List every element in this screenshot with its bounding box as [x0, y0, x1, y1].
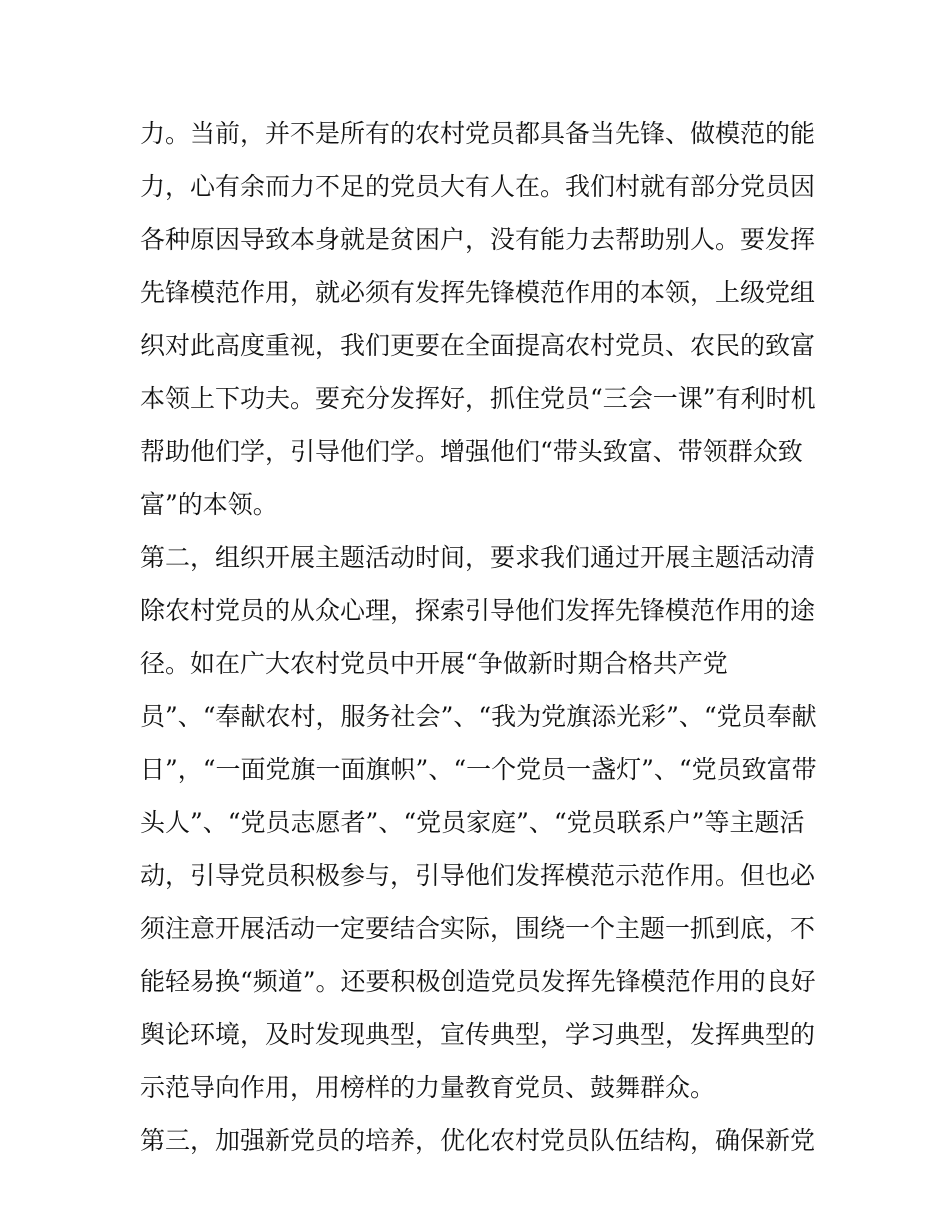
- text-line: 织对此高度重视，我们更要在全面提高农村党员、农民的致富: [140, 331, 816, 360]
- text-line: 富”的本领。: [140, 490, 278, 519]
- text-line: 动，引导党员积极参与，引导他们发挥模范示范作用。但也必: [140, 861, 816, 890]
- text-line: 力，心有余而力不足的党员大有人在。我们村就有部分党员因: [140, 172, 816, 201]
- text-line: 除农村党员的从众心理，探索引导他们发挥先锋模范作用的途: [140, 596, 816, 625]
- text-line: 第三，加强新党员的培养，优化农村党员队伍结构，确保新党: [140, 1126, 816, 1155]
- text-line: 能轻易换“频道”。还要积极创造党员发挥先锋模范作用的良好: [140, 967, 816, 996]
- text-line: 第二，组织开展主题活动时间，要求我们通过开展主题活动清: [140, 543, 816, 572]
- text-line: 头人”、“党员志愿者”、“党员家庭”、“党员联系户”等主题活: [140, 808, 805, 837]
- text-line: 各种原因导致本身就是贫困户，没有能力去帮助别人。要发挥: [140, 225, 816, 254]
- text-line: 本领上下功夫。要充分发挥好，抓住党员“三会一课”有利时机: [140, 384, 816, 413]
- text-line: 先锋模范作用，就必须有发挥先锋模范作用的本领，上级党组: [140, 278, 816, 307]
- text-line: 力。当前，并不是所有的农村党员都具备当先锋、做模范的能: [140, 119, 816, 148]
- body-text: [140, 107, 820, 1167]
- text-line: 日”，“一面党旗一面旗帜”、“一个党员一盏灯”、“党员致富带: [140, 755, 817, 784]
- text-line: 帮助他们学，引导他们学。增强他们“带头致富、带领群众致: [140, 437, 803, 466]
- text-line: 员”、“奉献农村，服务社会”、“我为党旗添光彩”、“党员奉献: [140, 702, 817, 731]
- text-line: 径。如在广大农村党员中开展“争做新时期合格共产党: [140, 649, 728, 678]
- text-line: 示范导向作用，用榜样的力量教育党员、鼓舞群众。: [140, 1073, 716, 1102]
- text-line: 舆论环境，及时发现典型，宣传典型，学习典型，发挥典型的: [140, 1020, 816, 1049]
- text-line: 须注意开展活动一定要结合实际，围绕一个主题一抓到底，不: [140, 914, 816, 943]
